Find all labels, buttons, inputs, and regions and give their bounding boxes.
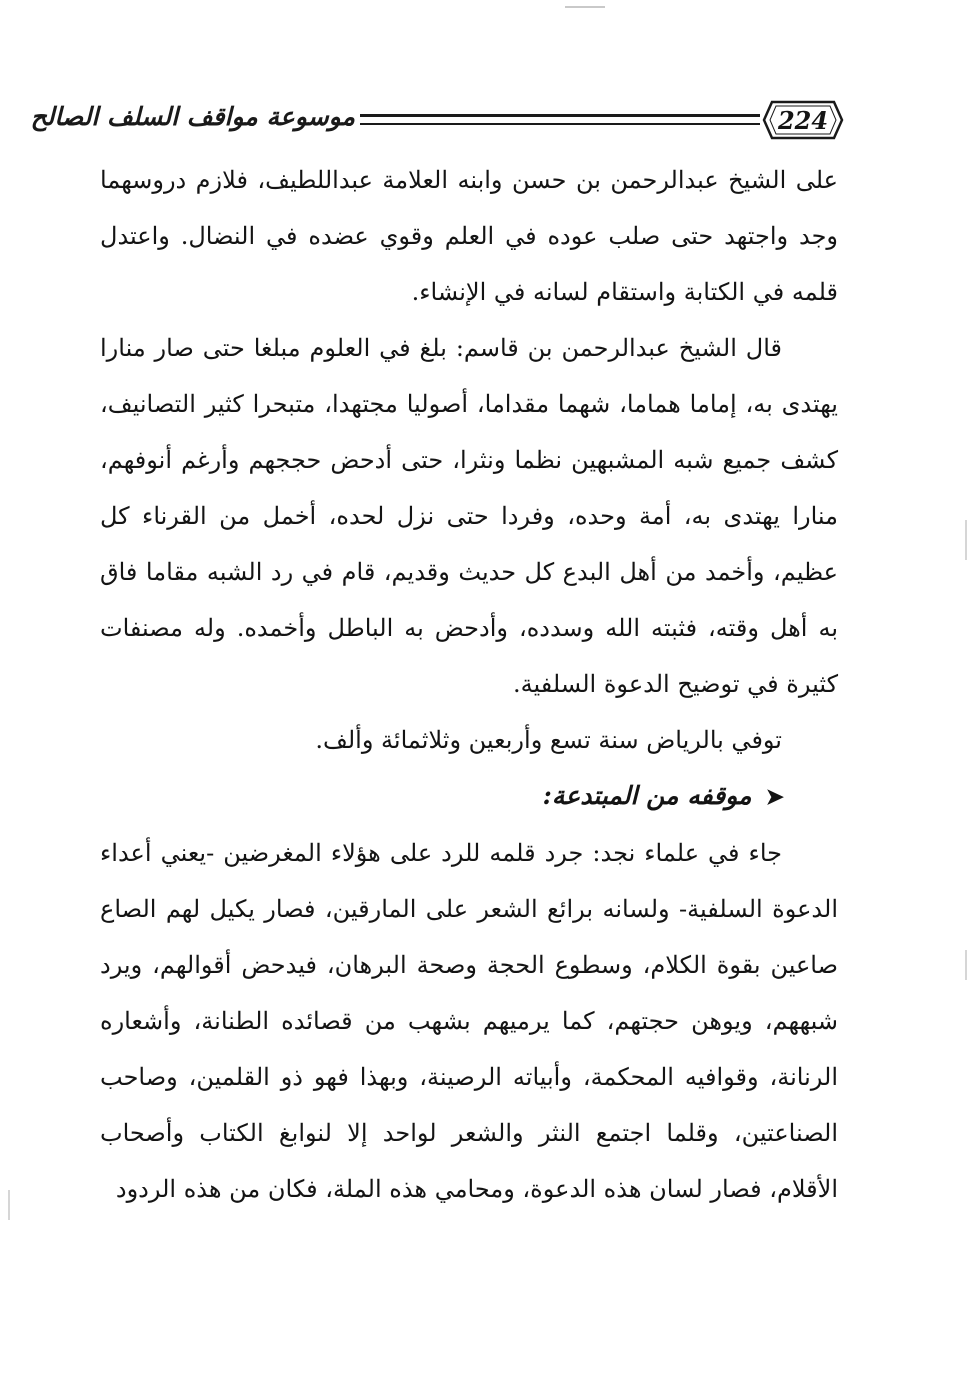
page-header: [30, 96, 850, 152]
right-edge-mark: [965, 520, 967, 560]
arrow-bullet-icon: ➤: [765, 784, 784, 810]
left-edge-mark: [8, 1190, 10, 1220]
paragraph-position: جاء في علماء نجد: جرد قلمه للرد على هؤلاء المغرضين -يعني أعداء الدعوة السلفية- ولسانه برائع الشعر على المارقين، فصار يكيل لهم الصاع صاعين بقوة الكلام، وسطوع الحجة وصحة البرهان، فيدحض أقوالهم، ويرد شبههم، ويوهن حجتهم، كما يرميهم بشهب من قصائده الطنانة، وأشعاره الرنانة، وقوافيه المحكمة، وأبياته الرصينة، وبهذا فهو ذو القلمين، وصاحب الصناعتين، وقلما اجتمع النثر والشعر لواحد إلا لنوابغ الكتاب وأصحاب الأقلام، فصار لسان هذه الدعوة، ومحامي هذه الملة، فكان من هذه الردود: [100, 839, 838, 1203]
book-title: موسوعة مواقف السلف الصالح: [30, 102, 355, 131]
section-heading-text: موقفه من المبتدعة:: [542, 781, 752, 810]
page-body: [100, 152, 838, 1217]
paragraph-continuation: على الشيخ عبدالرحمن بن حسن وابنه العلامة عبداللطيف، فلازم دروسهما وجد واجتهد حتى صلب عوده في العلم وقوي عضده في النضال. واعتدل قلمه في الكتابة واستقام لسانه في الإنشاء.: [100, 166, 839, 306]
top-scan-mark: [565, 6, 605, 8]
paragraph-quote-ibn-qasim: قال الشيخ عبدالرحمن بن قاسم: بلغ في العلوم مبلغا حتى صار منارا يهتدى به، إماما هماما، شهما مقداما، أصوليا مجتهدا، متبحرا كثير التصانيف، كشف جميع شبه المشبهين نظما ونثرا، حتى أدحض حججهم وأرغم أنوفهم، منارا يهتدى به، أمة وحده، وفردا حتى نزل لحده، أخمل من القرناء كل عظيم، وأخمد من أهل البدع كل حديث وقديم، قام في رد الشبه مقاما فاق به أهل وقته، فثبته الله وسدده، وأدحض به الباطل وأخمده. وله مصنفات كثيرة في توضيح الدعوة السلفية.: [100, 334, 838, 698]
section-heading: [100, 768, 838, 825]
page-number-badge: [762, 98, 844, 142]
page-number: 224: [777, 106, 829, 135]
header-rule: [360, 114, 760, 125]
right-edge-mark: [965, 950, 967, 980]
paragraph-death: توفي بالرياض سنة تسع وأربعين وثلاثمائة وألف.: [315, 726, 782, 754]
